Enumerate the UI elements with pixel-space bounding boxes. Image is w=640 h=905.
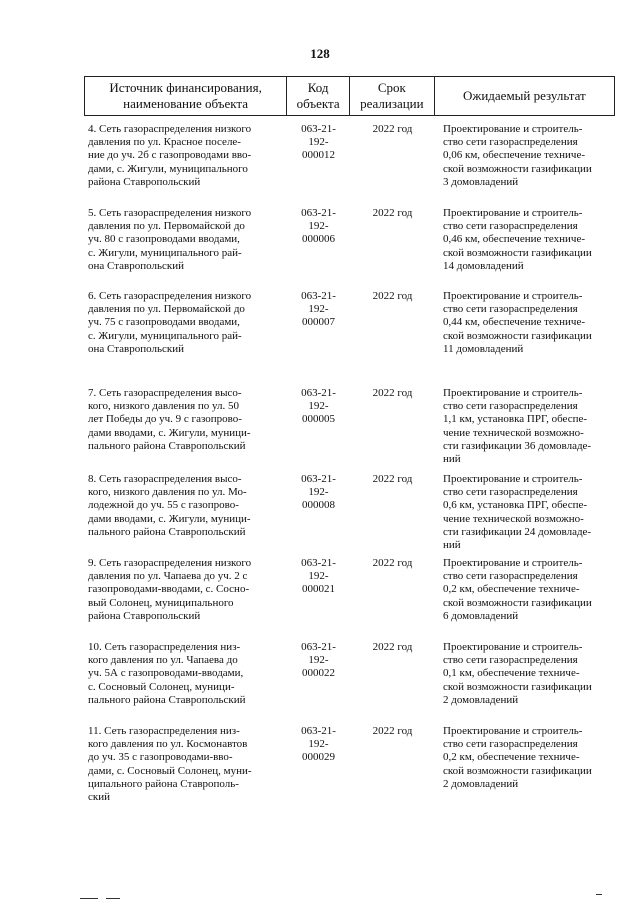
result-line: 6 домовладений bbox=[443, 609, 519, 622]
source-line: 11. Сеть газораспределения низ- bbox=[88, 725, 240, 737]
result-cell bbox=[435, 634, 615, 707]
table-row bbox=[84, 200, 615, 273]
source-line: дами вводами, с. Жигули, муници- bbox=[88, 512, 251, 525]
source-line: 5. Сеть газораспределения низкого bbox=[88, 207, 252, 219]
result-line: 0,44 км, обеспечение техниче- bbox=[443, 316, 586, 329]
result-line: ской возможности газификации bbox=[443, 246, 592, 259]
header-term-line: Срок bbox=[377, 80, 406, 95]
result-line: ской возможности газификации bbox=[443, 764, 592, 777]
header-source bbox=[85, 77, 287, 115]
code-line: 000029 bbox=[302, 751, 335, 764]
result-line: ской возможности газификации bbox=[443, 162, 592, 175]
header-code-line: объекта bbox=[296, 96, 340, 111]
table-row bbox=[84, 634, 615, 707]
term-cell bbox=[350, 200, 435, 273]
result-line: 0,06 км, обеспечение техниче- bbox=[443, 149, 586, 162]
result-line: 11 домовладений bbox=[443, 342, 524, 355]
code-line: 192- bbox=[308, 738, 329, 751]
code-line: 192- bbox=[308, 570, 329, 583]
code-line: 000022 bbox=[302, 667, 335, 680]
source-line: 10. Сеть газораспределения низ- bbox=[88, 641, 241, 653]
code-line: 192- bbox=[308, 303, 329, 316]
source-line: газопроводами-вводами, с. Сосно- bbox=[88, 583, 250, 596]
result-cell bbox=[435, 550, 615, 623]
result-line: ской возможности газификации bbox=[443, 680, 592, 693]
code-line: 192- bbox=[308, 486, 329, 499]
result-line: ство сети газораспределения bbox=[443, 738, 578, 751]
result-line: ний bbox=[443, 539, 461, 552]
source-cell bbox=[84, 466, 287, 552]
header-source-line: Источник финансирования, bbox=[109, 80, 262, 95]
table-row bbox=[84, 466, 615, 552]
source-line: 8. Сеть газораспределения высо- bbox=[88, 473, 242, 485]
result-line: Проектирование и строитель- bbox=[443, 725, 583, 737]
code-cell bbox=[287, 200, 350, 273]
code-line: 000005 bbox=[302, 413, 335, 426]
header-code bbox=[287, 77, 350, 115]
source-line: лет Победы до уч. 9 с газопрово- bbox=[88, 413, 242, 426]
code-line: 063-21- bbox=[301, 207, 336, 219]
term-cell bbox=[350, 634, 435, 707]
header-result-line: Ожидаемый результат bbox=[462, 88, 586, 103]
source-line: района Ставропольский bbox=[88, 609, 201, 622]
source-line: давления по ул. Красное поселе- bbox=[88, 136, 241, 149]
result-cell bbox=[435, 466, 615, 552]
source-line: дами, с. Жигули, муниципального bbox=[88, 162, 248, 175]
term-text: 2022 год bbox=[372, 557, 413, 569]
source-line: вый Солонец, муниципального bbox=[88, 596, 234, 609]
code-line: 000007 bbox=[302, 316, 335, 329]
code-cell bbox=[287, 550, 350, 623]
code-line: 192- bbox=[308, 400, 329, 413]
source-cell bbox=[84, 634, 287, 707]
code-line: 063-21- bbox=[301, 557, 336, 569]
table-row bbox=[84, 550, 615, 623]
source-line: пального района Ставропольский bbox=[88, 693, 246, 706]
footer-scan-mark bbox=[106, 898, 120, 899]
result-line: 0,46 км, обеспечение техниче- bbox=[443, 233, 586, 246]
source-line: пального района Ставропольский bbox=[88, 525, 246, 538]
code-line: 192- bbox=[308, 654, 329, 667]
term-text: 2022 год bbox=[372, 641, 413, 653]
source-line: ципального района Ставрополь- bbox=[88, 777, 239, 790]
header-term bbox=[350, 77, 435, 115]
table-row bbox=[84, 116, 615, 189]
source-line: дами вводами, с. Жигули, муници- bbox=[88, 426, 251, 439]
result-line: 0,2 км, обеспечение техниче- bbox=[443, 583, 580, 596]
result-line: 3 домовладений bbox=[443, 175, 519, 188]
table-header bbox=[84, 76, 615, 116]
code-line: 063-21- bbox=[301, 387, 336, 399]
result-line: 1,1 км, установка ПРГ, обеспе- bbox=[443, 413, 588, 426]
header-code-line: Код bbox=[307, 80, 329, 95]
term-text: 2022 год bbox=[372, 290, 413, 302]
code-line: 063-21- bbox=[301, 123, 336, 135]
source-cell bbox=[84, 718, 287, 804]
code-cell bbox=[287, 634, 350, 707]
result-cell bbox=[435, 283, 615, 356]
source-line: с. Жигули, муниципального рай- bbox=[88, 329, 242, 342]
source-line: 6. Сеть газораспределения низкого bbox=[88, 290, 252, 302]
result-line: ской возможности газификации bbox=[443, 329, 592, 342]
code-line: 000008 bbox=[302, 499, 335, 512]
source-line: пального района Ставропольский bbox=[88, 439, 246, 452]
code-line: 192- bbox=[308, 220, 329, 233]
term-cell bbox=[350, 550, 435, 623]
code-line: 000021 bbox=[302, 583, 335, 596]
page-number: 128 bbox=[310, 46, 330, 61]
result-line: 0,2 км, обеспечение техниче- bbox=[443, 751, 580, 764]
source-line: 9. Сеть газораспределения низкого bbox=[88, 557, 252, 569]
source-line: давления по ул. Первомайской до bbox=[88, 220, 245, 233]
result-cell bbox=[435, 718, 615, 804]
term-cell bbox=[350, 380, 435, 466]
source-cell bbox=[84, 380, 287, 466]
result-line: ство сети газораспределения bbox=[443, 400, 578, 413]
code-cell bbox=[287, 380, 350, 466]
code-cell bbox=[287, 283, 350, 356]
footer-scan-mark bbox=[596, 894, 602, 895]
result-line: 14 домовладений bbox=[443, 259, 524, 272]
header-term-line: реализации bbox=[360, 96, 424, 111]
source-cell bbox=[84, 116, 287, 189]
result-line: Проектирование и строитель- bbox=[443, 641, 583, 653]
source-line: дами, с. Сосновый Солонец, муни- bbox=[88, 764, 252, 777]
result-line: ство сети газораспределения bbox=[443, 486, 578, 499]
term-text: 2022 год bbox=[372, 123, 413, 135]
source-line: 7. Сеть газораспределения высо- bbox=[88, 387, 242, 399]
source-line: давления по ул. Первомайской до bbox=[88, 303, 245, 316]
footer-scan-mark bbox=[80, 898, 98, 899]
source-line: до уч. 35 с газопроводами-вво- bbox=[88, 751, 233, 764]
table-row bbox=[84, 283, 615, 356]
result-line: 0,1 км, обеспечение техниче- bbox=[443, 667, 580, 680]
result-line: сти газификации 24 домовладе- bbox=[443, 525, 592, 538]
source-line: с. Жигули, муниципального рай- bbox=[88, 246, 242, 259]
result-line: Проектирование и строитель- bbox=[443, 557, 583, 569]
result-cell bbox=[435, 380, 615, 466]
term-cell bbox=[350, 283, 435, 356]
term-text: 2022 год bbox=[372, 725, 413, 737]
term-cell bbox=[350, 466, 435, 552]
header-result bbox=[435, 77, 614, 115]
source-line: ние до уч. 2б с газопроводами вво- bbox=[88, 149, 252, 162]
source-line: кого давления по ул. Чапаева до bbox=[88, 654, 238, 667]
result-line: 2 домовладений bbox=[443, 693, 519, 706]
code-cell bbox=[287, 116, 350, 189]
source-line: ский bbox=[88, 791, 110, 804]
code-line: 063-21- bbox=[301, 641, 336, 653]
source-line: с. Сосновый Солонец, муници- bbox=[88, 680, 235, 693]
result-line: чение технической возможно- bbox=[443, 512, 584, 525]
code-line: 000006 bbox=[302, 233, 335, 246]
code-cell bbox=[287, 718, 350, 804]
term-text: 2022 год bbox=[372, 387, 413, 399]
source-line: уч. 75 с газопроводами вводами, bbox=[88, 316, 240, 329]
table-row bbox=[84, 718, 615, 804]
source-line: она Ставропольский bbox=[88, 342, 184, 355]
term-text: 2022 год bbox=[372, 207, 413, 219]
source-cell bbox=[84, 200, 287, 273]
result-line: ний bbox=[443, 453, 461, 466]
result-line: ство сети газораспределения bbox=[443, 570, 578, 583]
result-line: 0,6 км, установка ПРГ, обеспе- bbox=[443, 499, 588, 512]
result-line: ской возможности газификации bbox=[443, 596, 592, 609]
code-line: 192- bbox=[308, 136, 329, 149]
term-cell bbox=[350, 116, 435, 189]
source-line: кого, низкого давления по ул. 50 bbox=[88, 400, 240, 413]
result-line: 2 домовладений bbox=[443, 777, 519, 790]
result-line: ство сети газораспределения bbox=[443, 654, 578, 667]
code-line: 063-21- bbox=[301, 725, 336, 737]
source-line: района Ставропольский bbox=[88, 175, 201, 188]
source-line: уч. 80 с газопроводами вводами, bbox=[88, 233, 240, 246]
source-cell bbox=[84, 283, 287, 356]
source-cell bbox=[84, 550, 287, 623]
code-line: 063-21- bbox=[301, 473, 336, 485]
result-line: Проектирование и строитель- bbox=[443, 290, 583, 302]
source-line: давления по ул. Чапаева до уч. 2 с bbox=[88, 570, 248, 583]
term-text: 2022 год bbox=[372, 473, 413, 485]
table-row bbox=[84, 380, 615, 466]
result-line: ство сети газораспределения bbox=[443, 220, 578, 233]
result-line: Проектирование и строитель- bbox=[443, 473, 583, 485]
source-line: кого, низкого давления по ул. Мо- bbox=[88, 486, 247, 499]
source-line: она Ставропольский bbox=[88, 259, 184, 272]
result-line: ство сети газораспределения bbox=[443, 303, 578, 316]
code-cell bbox=[287, 466, 350, 552]
term-cell bbox=[350, 718, 435, 804]
source-line: 4. Сеть газораспределения низкого bbox=[88, 123, 252, 135]
source-line: кого давления по ул. Космонавтов bbox=[88, 738, 248, 751]
result-line: ство сети газораспределения bbox=[443, 136, 578, 149]
result-line: сти газификации 36 домовладе- bbox=[443, 439, 592, 452]
result-line: Проектирование и строитель- bbox=[443, 123, 583, 135]
header-source-line: наименование объекта bbox=[123, 96, 249, 111]
source-line: уч. 5А с газопроводами-вводами, bbox=[88, 667, 244, 680]
code-line: 063-21- bbox=[301, 290, 336, 302]
code-line: 000012 bbox=[302, 149, 335, 162]
source-line: лодежной до уч. 55 с газопрово- bbox=[88, 499, 239, 512]
result-line: Проектирование и строитель- bbox=[443, 387, 583, 399]
result-line: чение технической возможно- bbox=[443, 426, 584, 439]
result-line: Проектирование и строитель- bbox=[443, 207, 583, 219]
result-cell bbox=[435, 116, 615, 189]
result-cell bbox=[435, 200, 615, 273]
